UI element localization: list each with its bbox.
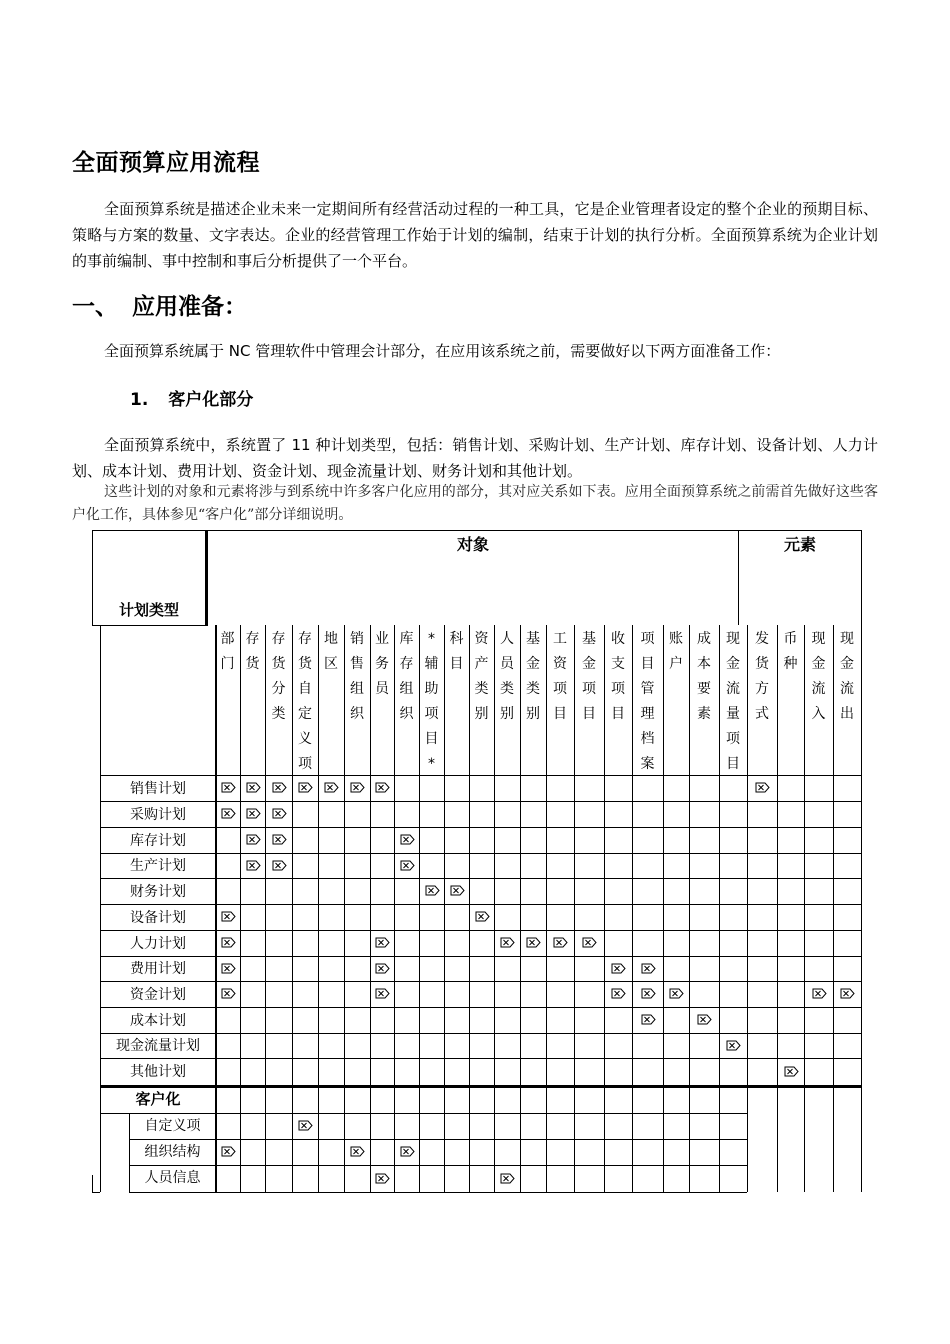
column-header	[265, 627, 292, 727]
checkbox-mark-icon	[840, 988, 855, 998]
label-column-left-rule	[100, 625, 101, 1085]
header-left-rule	[92, 530, 93, 625]
checkbox-mark-icon	[246, 782, 261, 792]
checkbox-mark-icon	[726, 1040, 741, 1050]
column-header-char: 自	[298, 681, 312, 697]
row-rule	[100, 930, 862, 931]
column-header-char: 账	[669, 631, 683, 647]
row-rule	[100, 827, 862, 828]
column-header-char: 辅	[424, 656, 439, 672]
column-header-char: 库	[399, 631, 414, 647]
column-header-char: 工	[553, 631, 567, 647]
column-header-char: 区	[324, 656, 338, 672]
customization-row-rule	[129, 1139, 747, 1140]
header-right-rule	[861, 530, 862, 775]
customization-header-bottom-rule	[101, 1113, 747, 1114]
checkbox-mark-icon	[221, 808, 236, 818]
column-header-char: 门	[220, 656, 235, 672]
column-header-char: 别	[474, 706, 489, 722]
column-header-char: 织	[350, 706, 364, 722]
section-label: 应用准备：	[132, 294, 247, 320]
column-header-char: 基	[526, 631, 540, 647]
column-header-char: 出	[840, 706, 854, 722]
column-header-char: 织	[399, 706, 414, 722]
column-header-char: 存	[245, 631, 260, 647]
column-header-char: 销	[350, 631, 364, 647]
customization-left-rule	[100, 1085, 101, 1192]
column-header-char: 资	[474, 631, 489, 647]
checkbox-mark-icon	[221, 782, 236, 792]
checkbox-mark-icon	[375, 963, 390, 973]
column-header-char: 本	[697, 656, 711, 672]
column-header-char: 目	[726, 756, 740, 772]
checkbox-mark-icon	[298, 782, 313, 792]
header-top-rule	[92, 530, 862, 531]
customization-right-rule	[747, 1113, 748, 1192]
column-header-char: 案	[640, 756, 655, 772]
customization-row-rule	[129, 1192, 747, 1193]
column-header-char: 目	[611, 706, 625, 722]
column-header-char: 户	[669, 656, 683, 672]
checkbox-mark-icon	[350, 782, 365, 792]
object-header: 对象	[456, 535, 489, 554]
column-header-char: 组	[350, 681, 364, 697]
row-rule	[100, 981, 862, 982]
checkbox-mark-icon	[475, 911, 490, 921]
column-header-char: 金	[840, 656, 854, 672]
column-header-char: 货	[755, 656, 769, 672]
column-header-char: 别	[526, 706, 540, 722]
column-header-char: *	[428, 631, 435, 647]
column-rule	[370, 625, 371, 1192]
column-header-char: 地	[324, 631, 338, 647]
plan-row-label: 现金流量计划	[116, 1038, 200, 1054]
column-header-char: 部	[220, 631, 235, 647]
row-rule	[100, 1033, 862, 1034]
column-header	[604, 627, 632, 727]
checkbox-mark-icon	[375, 988, 390, 998]
column-header-char: 现	[840, 631, 854, 647]
column-header-char: 金	[726, 656, 740, 672]
customization-row-rule	[129, 1165, 747, 1166]
row-rule	[100, 956, 862, 957]
column-header-char: 档	[640, 731, 655, 747]
subsection-label: 客户化部分	[168, 390, 254, 410]
plan-row-label: 库存计划	[130, 833, 186, 849]
column-header-char: 金	[582, 656, 596, 672]
column-header	[689, 627, 719, 727]
column-header-char: 目	[640, 656, 655, 672]
column-header-char: 流	[840, 681, 854, 697]
column-header-char: 管	[640, 681, 655, 697]
checkbox-mark-icon	[553, 937, 568, 947]
checkbox-mark-icon	[784, 1066, 799, 1076]
column-header-char: 项	[298, 756, 312, 772]
column-header	[318, 627, 344, 677]
column-header-char: 项	[553, 681, 567, 697]
row-rule	[100, 801, 862, 802]
checkbox-mark-icon	[641, 1014, 656, 1024]
column-header-char: 素	[697, 706, 711, 722]
row-rule	[100, 1007, 862, 1008]
column-header-char: 售	[350, 656, 364, 672]
column-header-char: 定	[298, 706, 312, 722]
row-rule	[100, 853, 862, 854]
column-header	[240, 627, 265, 677]
checkbox-mark-icon	[246, 860, 261, 870]
row-rule	[100, 904, 862, 905]
checkbox-mark-icon	[611, 988, 626, 998]
column-header-char: 发	[755, 631, 769, 647]
column-header-char: 币	[783, 631, 798, 647]
column-header-char: 资	[553, 656, 567, 672]
checkbox-mark-icon	[272, 782, 287, 792]
subsection-number: 1.	[130, 390, 149, 410]
plan-row-label: 财务计划	[130, 884, 186, 900]
checkbox-mark-icon	[425, 885, 440, 895]
section-paragraph: 全面预算系统属于 NC 管理软件中管理会计部分，在应用该系统之前，需要做好以下两方面准备工作：	[104, 342, 781, 360]
checkbox-mark-icon	[755, 782, 770, 792]
column-header-char: 支	[611, 656, 625, 672]
column-header	[520, 627, 546, 727]
checkbox-mark-icon	[500, 1173, 515, 1183]
checkbox-mark-icon	[669, 988, 684, 998]
plan-type-divider	[205, 530, 208, 626]
column-header-char: 目	[424, 731, 439, 747]
column-header-char: 组	[399, 681, 414, 697]
column-header-char: 类	[474, 681, 489, 697]
note-paragraph: 这些计划的对象和元素将涉与到系统中许多客户化应用的部分，其对应关系如下表。应用全面预算系统之前需首先做好这些客户化工作，具体参见“客户化”部分详细说明。	[72, 484, 878, 523]
column-header-char: 要	[697, 681, 711, 697]
checkbox-mark-icon	[450, 885, 465, 895]
table-corner-rule	[92, 1192, 100, 1193]
element-header: 元素	[783, 535, 816, 554]
column-header-char: 流	[726, 681, 740, 697]
column-header	[215, 627, 240, 677]
column-header-char: 存	[298, 631, 312, 647]
checkbox-mark-icon	[221, 988, 236, 998]
plan-types-paragraph: 全面预算系统中，系统置了 11 种计划类型，包括：销售计划、采购计划、生产计划、库存计划、设备计划、人力计划、成本计划、费用计划、资金计划、现金流量计划、财务计划和其他计划。	[72, 436, 878, 480]
column-header-char: 类	[271, 706, 286, 722]
row-rule	[100, 775, 862, 776]
column-header-char: 别	[500, 706, 514, 722]
checkbox-mark-icon	[641, 988, 656, 998]
checkbox-mark-icon	[324, 782, 339, 792]
checkbox-mark-icon	[611, 963, 626, 973]
column-header-char: 项	[582, 681, 596, 697]
object-element-divider	[738, 530, 739, 625]
column-header-char: 科	[449, 631, 464, 647]
plan-row-label: 人力计划	[130, 936, 186, 952]
checkbox-mark-icon	[246, 808, 261, 818]
column-header	[574, 627, 604, 727]
checkbox-mark-icon	[375, 1173, 390, 1183]
checkbox-mark-icon	[375, 782, 390, 792]
column-header	[719, 627, 747, 777]
checkbox-mark-icon	[526, 937, 541, 947]
column-header	[344, 627, 370, 727]
column-header-char: 助	[424, 681, 439, 697]
row-rule	[100, 1058, 862, 1059]
column-header-char: 种	[783, 656, 798, 672]
column-header-char: 式	[755, 706, 769, 722]
column-header-char: 人	[500, 631, 514, 647]
column-header-char: 类	[526, 681, 540, 697]
subsection-heading	[130, 385, 253, 410]
checkbox-mark-icon	[272, 860, 287, 870]
row-rule	[100, 878, 862, 879]
column-header-char: 流	[811, 681, 826, 697]
checkbox-mark-icon	[272, 834, 287, 844]
customization-row-label: 人员信息	[144, 1170, 201, 1186]
column-header-char: 货	[271, 656, 286, 672]
plan-type-header: 计划类型	[118, 601, 179, 619]
checkbox-mark-icon	[400, 860, 415, 870]
column-header-char: 目	[553, 706, 567, 722]
checkbox-mark-icon	[400, 1146, 415, 1156]
customization-row-label: 自定义项	[144, 1118, 201, 1134]
checkbox-mark-icon	[400, 834, 415, 844]
column-rule	[861, 625, 862, 1192]
plan-type-bottom-rule	[92, 625, 207, 626]
column-header	[777, 627, 804, 677]
table-bottom-left-rule	[92, 1175, 93, 1192]
column-rule	[663, 625, 664, 1192]
column-header-char: 员	[500, 656, 514, 672]
column-header-char: 目	[449, 656, 464, 672]
column-rule	[240, 625, 241, 1192]
column-header	[494, 627, 520, 727]
column-header-char: 项	[424, 706, 439, 722]
first-column-rule	[215, 625, 217, 1192]
column-header	[804, 627, 833, 727]
customization-inner-rule	[129, 1113, 130, 1192]
page-title: 全面预算应用流程	[72, 150, 260, 176]
column-header-char: 存	[271, 631, 286, 647]
column-header-char: *	[428, 756, 435, 772]
checkbox-mark-icon	[221, 963, 236, 973]
plan-row-label: 费用计划	[130, 961, 186, 977]
customization-row-label: 组织结构	[144, 1144, 201, 1160]
checkbox-mark-icon	[697, 1014, 712, 1024]
checkbox-mark-icon	[221, 911, 236, 921]
column-header-char: 现	[726, 631, 740, 647]
column-rule	[318, 625, 319, 1192]
column-header	[444, 627, 469, 677]
checkbox-mark-icon	[272, 808, 287, 818]
column-header-char: 分	[271, 681, 286, 697]
column-header-char: 量	[726, 706, 740, 722]
checkbox-mark-icon	[582, 937, 597, 947]
plan-row-label: 资金计划	[130, 987, 186, 1003]
checkbox-mark-icon	[641, 963, 656, 973]
column-header-char: 成	[697, 631, 711, 647]
column-header	[394, 627, 419, 727]
plan-section-bottom-rule	[100, 1085, 862, 1088]
column-header	[546, 627, 574, 727]
column-header-char: 货	[298, 656, 312, 672]
checkbox-mark-icon	[246, 834, 261, 844]
column-rule	[444, 625, 445, 1192]
column-header-char: 义	[298, 731, 312, 747]
column-header-char: 入	[811, 706, 826, 722]
column-header-char: 目	[582, 706, 596, 722]
plan-row-label: 销售计划	[130, 781, 186, 797]
column-header-char: 现	[811, 631, 826, 647]
column-header	[419, 627, 444, 777]
plan-row-label: 生产计划	[130, 858, 186, 874]
column-header	[833, 627, 861, 727]
plan-row-label: 其他计划	[130, 1064, 186, 1080]
column-header-char: 项	[611, 681, 625, 697]
column-header-char: 方	[755, 681, 769, 697]
checkbox-mark-icon	[375, 937, 390, 947]
column-header-char: 业	[375, 631, 389, 647]
checkbox-mark-icon	[298, 1120, 313, 1130]
section-number: 一、	[72, 294, 118, 320]
plan-row-label: 成本计划	[130, 1013, 186, 1029]
column-header-char: 项	[726, 731, 740, 747]
checkbox-mark-icon	[500, 937, 515, 947]
column-header-char: 产	[474, 656, 489, 672]
column-header-char: 项	[640, 631, 655, 647]
column-header	[292, 627, 318, 777]
column-header	[370, 627, 394, 702]
column-header	[469, 627, 494, 727]
checkbox-mark-icon	[221, 937, 236, 947]
checkbox-mark-icon	[350, 1146, 365, 1156]
intro-paragraph: 全面预算系统是描述企业未来一定期间所有经营活动过程的一种工具，它是企业管理者设定的整个企业的预期目标、策略与方案的数量、文字表达。企业的经营管理工作始于计划的编制，结束于计划的执行分析。全面预算系统为企业计划的事前编制、事中控制和事后分析提供了一个平台。	[72, 200, 878, 270]
section-heading	[72, 288, 247, 321]
column-header-char: 金	[811, 656, 826, 672]
column-header-char: 理	[640, 706, 655, 722]
checkbox-mark-icon	[812, 988, 827, 998]
column-header-char: 务	[375, 656, 389, 672]
column-header	[747, 627, 777, 727]
column-header-char: 存	[399, 656, 414, 672]
column-rule	[777, 625, 778, 1192]
plan-row-label: 采购计划	[130, 807, 186, 823]
column-header	[632, 627, 663, 777]
column-header-char: 基	[582, 631, 596, 647]
column-header-char: 货	[245, 656, 260, 672]
plan-row-label: 设备计划	[130, 910, 186, 926]
checkbox-mark-icon	[221, 1146, 236, 1156]
column-header-char: 收	[611, 631, 625, 647]
column-header	[663, 627, 689, 677]
column-header-char: 金	[526, 656, 540, 672]
column-header-char: 类	[500, 681, 514, 697]
column-header-char: 员	[375, 681, 389, 697]
customization-header: 客户化	[135, 1090, 181, 1108]
